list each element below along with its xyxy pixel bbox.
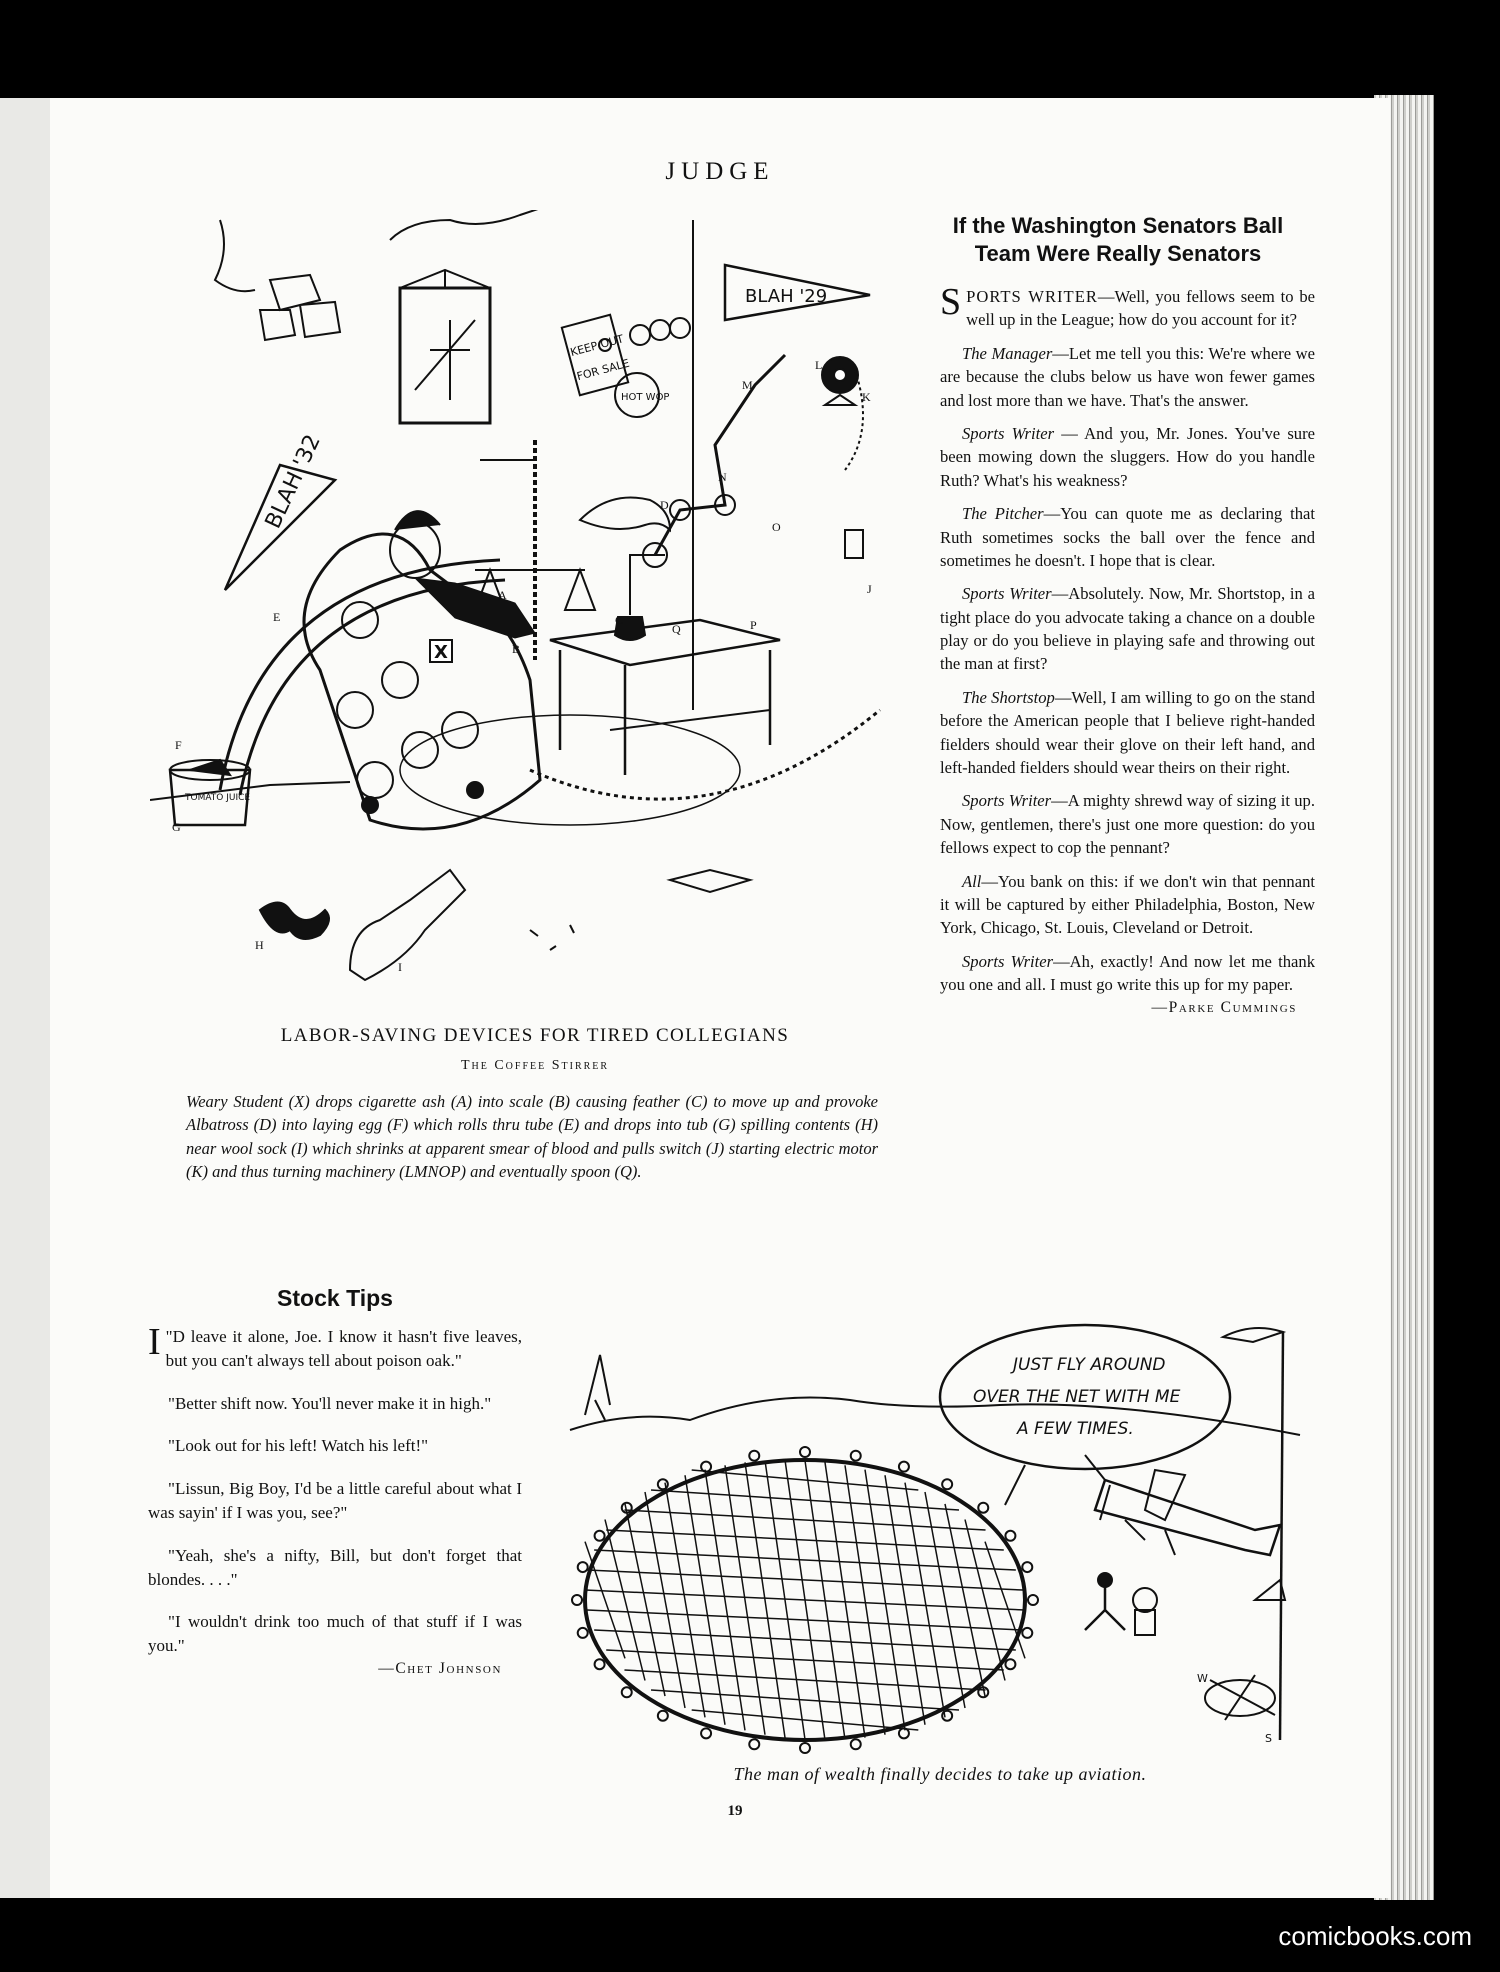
machine-label: G [172, 820, 181, 834]
net-holder [899, 1728, 909, 1738]
net-line [665, 1483, 705, 1718]
net-holder [1028, 1595, 1038, 1605]
net-holder [1005, 1531, 1015, 1541]
net-line [645, 1492, 685, 1708]
net-line [587, 1610, 1022, 1630]
net-line [705, 1470, 745, 1731]
net-holder [658, 1711, 668, 1721]
aviation-cartoon [565, 1310, 1325, 1755]
article-paragraph [940, 342, 1315, 412]
speaker: Sports Writer [962, 791, 1052, 811]
machine-label: B [512, 642, 521, 656]
net-line [725, 1465, 765, 1734]
dialogue: —A mighty shrewd way of sizing it up. Now, gentlemen, there's just one more question: do you fellows expect to cop the pennant? [940, 791, 1315, 858]
dialogue: — And you, Mr. Jones. You've sure been mowing down the sluggers. How do you handle Ruth? What's his weakness? [940, 423, 1315, 490]
stock-tip: "Yeah, she's a nifty, Bill, but don't forget that blondes. . . ." [148, 1545, 522, 1589]
net-line [651, 1690, 959, 1710]
machine-label: M [742, 378, 753, 392]
net-holder [1022, 1562, 1032, 1572]
net-holder [701, 1462, 711, 1472]
net-holder [658, 1479, 668, 1489]
machine-label: C [615, 613, 624, 627]
net-holder [572, 1595, 582, 1605]
stock-tip: "Lissun, Big Boy, I'd be a little careful about what I was sayin' if I was you, see?" [148, 1479, 522, 1522]
cartoon1-title: LABOR-SAVING DEVICES FOR TIRED COLLEGIANS [280, 1025, 790, 1046]
net-line [585, 1542, 625, 1659]
article-body [940, 281, 1316, 1017]
dialogue: —Well, you fellows seem to be well up in the League; how do you account for it? [966, 287, 1316, 330]
speaker: Sports Writer [962, 951, 1054, 971]
speaker: The Manager [962, 343, 1053, 363]
dialogue: —You can quote me as declaring that Ruth sometimes socks the ball over the fence and sometimes he doesn't. I hope that is clear. [940, 504, 1315, 570]
article-title-line: If the Washington Senators Ball [952, 213, 1284, 238]
cartoon1-subtitle: The Coffee Stirrer [460, 1058, 610, 1073]
net-holder [899, 1462, 909, 1472]
dialogue: —Let me tell you this: We're where we are because the clubs below us have won fewer games and lost more than we have. That's the answer. [940, 343, 1315, 410]
net-holder [1022, 1628, 1032, 1638]
masthead: JUDGE [665, 158, 775, 185]
machine-label: K [862, 390, 871, 404]
net-line [651, 1490, 959, 1510]
net-line [985, 1542, 1025, 1659]
net-holder [701, 1728, 711, 1738]
sign-hot-wop: HOT WOP [621, 392, 670, 403]
article-paragraph [940, 422, 1315, 492]
pennant-left-text: BLAH '32 [260, 430, 326, 533]
net-holder [942, 1711, 952, 1721]
machine-label: Q [672, 622, 681, 636]
article-title [928, 212, 1308, 268]
speaker: PORTS WRITER [966, 287, 1098, 306]
sign-for-sale: FOR SALE [575, 356, 631, 384]
speaker: The Pitcher [962, 504, 1044, 524]
net-holder [749, 1451, 759, 1461]
speaker: The Shortstop [962, 687, 1055, 707]
student-x-mark: X [434, 642, 448, 663]
net-holder [851, 1451, 861, 1461]
drop-cap: S [940, 281, 962, 323]
compass-w: W [1197, 1672, 1208, 1685]
machine-labels [150, 210, 910, 1000]
speech-line-3: A FEW TIMES. [1017, 1419, 1134, 1439]
article-paragraph [940, 686, 1315, 780]
net-line [624, 1670, 985, 1690]
compass-s: S [1265, 1732, 1272, 1745]
article-paragraph [940, 582, 1315, 676]
net-line [885, 1475, 925, 1724]
machine-label: J [867, 582, 872, 596]
stock-tip: "Better shift now. You'll never make it in high." [168, 1393, 492, 1413]
article-title-line: Team Were Really Senators [974, 241, 1262, 267]
net-line [905, 1483, 945, 1718]
net-holder [978, 1503, 988, 1513]
net-holder [595, 1659, 605, 1669]
net-line [845, 1465, 885, 1734]
machine-label: F [175, 738, 182, 752]
machine-label: L [815, 358, 823, 372]
article-paragraph [940, 281, 1316, 332]
net-line [685, 1475, 725, 1724]
watermark: comicbooks.com [1278, 1921, 1472, 1951]
article-paragraph [940, 950, 1315, 997]
drop-cap: I [148, 1321, 161, 1363]
net-holder [578, 1562, 588, 1572]
tub-label: TOMATO JUICE [185, 793, 251, 803]
net-line [606, 1650, 1004, 1670]
sign-keep-out: KEEP OUT [568, 332, 626, 360]
machine-label: D [660, 498, 669, 512]
speaker: Sports Writer [962, 423, 1055, 443]
speaker: Sports Writer [962, 584, 1052, 604]
net-line [692, 1470, 919, 1490]
machine-label: H [255, 938, 264, 952]
dialogue: —Absolutely. Now, Mr. Shortstop, in a tight place do you advocate taking a chance on a double play or do you believe in playing safe and throwing out the man at first? [940, 584, 1315, 674]
machine-label: P [750, 618, 757, 632]
dialogue: —You bank on this: if we don't win that pennant it will be captured by either Philadelphia, Boston, New York, Chicago, St. Louis, Cleveland or Detroit. [940, 871, 1315, 938]
article-paragraph [940, 789, 1315, 859]
stock-tip-text: D leave it alone, Joe. I know it hasn't five leaves, but you can't always tell about poison oak." [165, 1327, 522, 1370]
machine-label: I [398, 960, 402, 974]
article-paragraph [940, 502, 1315, 572]
net-line [692, 1710, 919, 1730]
stock-tips-body [148, 1321, 522, 1678]
stock-tip: "I wouldn't drink too much of that stuff if I was you." [148, 1612, 522, 1656]
stock-tip: "Look out for his left! Watch his left!" [168, 1436, 429, 1456]
cartoon2-caption: The man of wealth finally decides to take up aviation. [733, 1764, 1147, 1784]
net-line [865, 1470, 905, 1731]
net-line [624, 1510, 985, 1530]
article-byline: —Parke Cummings [1151, 998, 1297, 1016]
net-line [606, 1530, 1004, 1550]
pennant-right-text: BLAH '29 [745, 286, 828, 307]
stock-tip [148, 1321, 522, 1373]
net-holder [622, 1687, 632, 1697]
net-holder [578, 1628, 588, 1638]
machine-label: O [772, 520, 781, 534]
machine-label: E [273, 610, 281, 624]
stock-tips-title: Stock Tips [277, 1285, 393, 1311]
net-holder [749, 1739, 759, 1749]
net-line [587, 1570, 1022, 1590]
stock-tips-byline: —Chet Johnson [378, 1659, 502, 1677]
machine-label: N [718, 470, 727, 484]
speech-line-1: JUST FLY AROUND [1013, 1355, 1166, 1375]
net-holder [800, 1447, 810, 1457]
dialogue: —Ah, exactly! And now let me thank you one and all. I must go write this up for my paper. [940, 951, 1315, 995]
machine-label: A [498, 588, 507, 602]
speech-line-2: OVER THE NET WITH ME [973, 1387, 1181, 1407]
article-paragraph [940, 870, 1315, 940]
net-holder [800, 1743, 810, 1753]
net-holder [942, 1479, 952, 1489]
open-quote: " [165, 1327, 173, 1346]
net-line [585, 1590, 1025, 1610]
net-holder [851, 1739, 861, 1749]
net-line [925, 1492, 965, 1708]
left-page-edge [0, 98, 53, 1898]
net-holder [1005, 1659, 1015, 1669]
speaker: All [962, 871, 982, 891]
dialogue: —Well, I am willing to go on the stand before the American people that I believe right-handed fielders should wear their glove on their left hand, and left-handed fielders should wear theirs on their right. [940, 687, 1315, 778]
net-holder [595, 1531, 605, 1541]
cartoon1-caption: Weary Student (X) drops cigarette ash (A) into scale (B) causing feather (C) to move up and provoke Albatross (D) into laying egg (F) which rolls thru tube (E) and drops into tub (G) spilling contents (H) near wool sock (I) which shrinks at apparent smear of blood and pulls switch (J) starting electric motor (K) and thus turning machinery (LMNOP) and eventually spoon (Q). [186, 1092, 878, 1182]
page-number: 19 [727, 1803, 743, 1819]
